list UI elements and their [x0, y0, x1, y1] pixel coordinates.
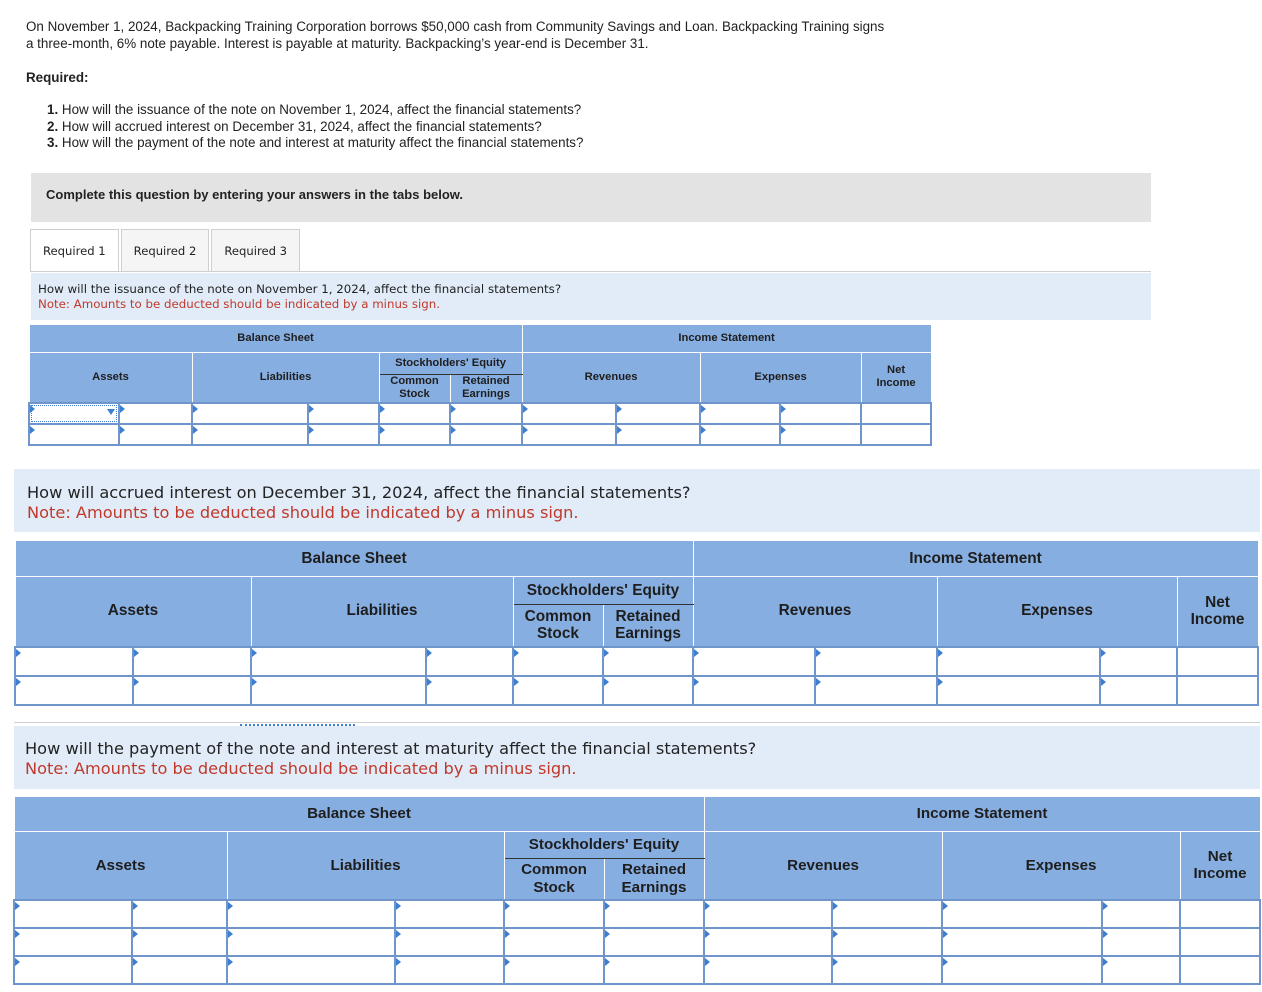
question-item-1: 1. How will the issuance of the note on November 1, 2024, affect the financial statements?	[47, 102, 582, 117]
table-row	[29, 403, 931, 424]
expenses-header: Expenses	[700, 353, 861, 403]
tab-required-1[interactable]: Required 1	[30, 229, 119, 272]
table-row	[14, 928, 1260, 956]
net-income-header: Net Income	[861, 353, 931, 403]
account-select[interactable]	[704, 900, 832, 928]
amount-input[interactable]	[832, 956, 942, 984]
amount-input[interactable]	[426, 676, 513, 705]
amount-input[interactable]	[616, 424, 700, 445]
retained-earnings-header: Retained Earnings	[603, 605, 693, 647]
amount-input[interactable]	[815, 647, 937, 676]
income-statement-header: Income Statement	[522, 325, 931, 353]
net-income-header: Net Income	[1180, 832, 1260, 900]
account-select[interactable]	[15, 676, 133, 705]
account-select[interactable]	[942, 900, 1102, 928]
question-panel-3	[14, 726, 1260, 789]
tab-required-2[interactable]: Required 2	[121, 229, 210, 272]
stockholders-equity-header: Stockholders' Equity	[379, 353, 522, 375]
account-select[interactable]	[29, 424, 119, 445]
effects-table-required-1	[28, 324, 932, 446]
tab-divider	[30, 271, 1151, 272]
chevron-down-icon	[107, 409, 115, 415]
effects-table-required-2	[14, 540, 1259, 706]
amount-input[interactable]	[395, 956, 504, 984]
assets-header: Assets	[29, 353, 192, 403]
account-select[interactable]	[14, 900, 132, 928]
amount-input[interactable]	[133, 676, 251, 705]
amount-input[interactable]	[1180, 900, 1260, 928]
retained-earnings-header: Retained Earnings	[450, 375, 522, 403]
account-select[interactable]	[937, 647, 1100, 676]
amount-input[interactable]	[1177, 647, 1258, 676]
amount-input[interactable]	[119, 403, 192, 424]
account-select[interactable]	[942, 956, 1102, 984]
amount-input[interactable]	[603, 647, 693, 676]
account-select[interactable]	[937, 676, 1100, 705]
table-row	[14, 956, 1260, 984]
expenses-header: Expenses	[942, 832, 1180, 900]
table-row	[15, 676, 1258, 705]
account-select[interactable]	[704, 956, 832, 984]
stockholders-equity-header: Stockholders' Equity	[504, 832, 704, 859]
amount-input[interactable]	[513, 676, 603, 705]
account-select[interactable]	[192, 424, 308, 445]
common-stock-header: Common Stock	[504, 859, 604, 900]
amount-input[interactable]	[504, 928, 604, 956]
account-select[interactable]	[251, 647, 426, 676]
amount-input[interactable]	[1180, 956, 1260, 984]
amount-input[interactable]	[1102, 900, 1180, 928]
table-row	[14, 900, 1260, 928]
question-item-2: 2. How will accrued interest on December 31, 2024, affect the financial statements?	[47, 118, 542, 134]
amount-input[interactable]	[1177, 676, 1258, 705]
instruction-banner: Complete this question by entering your answers in the tabs below.	[31, 173, 1151, 222]
amount-input[interactable]	[426, 647, 513, 676]
common-stock-header: Common Stock	[379, 375, 450, 403]
amount-input[interactable]	[395, 900, 504, 928]
assets-header: Assets	[15, 577, 251, 647]
account-select[interactable]	[227, 928, 395, 956]
panel-note: Note: Amounts to be deducted should be indicated by a minus sign.	[25, 759, 577, 778]
account-select[interactable]	[693, 676, 815, 705]
amount-input[interactable]	[1102, 928, 1180, 956]
net-income-header: Net Income	[1177, 577, 1258, 647]
account-select[interactable]	[942, 928, 1102, 956]
revenues-header: Revenues	[522, 353, 700, 403]
amount-input[interactable]	[604, 956, 704, 984]
amount-input[interactable]	[308, 403, 379, 424]
account-select[interactable]	[522, 403, 616, 424]
amount-input[interactable]	[119, 424, 192, 445]
amount-input[interactable]	[379, 424, 450, 445]
amount-input[interactable]	[1102, 956, 1180, 984]
retained-earnings-header: Retained Earnings	[604, 859, 704, 900]
amount-input[interactable]	[513, 647, 603, 676]
account-select[interactable]	[704, 928, 832, 956]
amount-input[interactable]	[1100, 647, 1177, 676]
amount-input[interactable]	[450, 424, 522, 445]
table-row	[15, 647, 1258, 676]
panel-note: Note: Amounts to be deducted should be indicated by a minus sign.	[27, 503, 579, 522]
account-select[interactable]	[192, 403, 308, 424]
account-select[interactable]	[251, 676, 426, 705]
amount-input[interactable]	[603, 676, 693, 705]
liabilities-header: Liabilities	[192, 353, 379, 403]
tab-required-3[interactable]: Required 3	[211, 229, 300, 272]
account-select[interactable]	[700, 424, 780, 445]
revenues-header: Revenues	[693, 577, 937, 647]
account-select[interactable]	[15, 647, 133, 676]
amount-input[interactable]	[379, 403, 450, 424]
common-stock-header: Common Stock	[513, 605, 603, 647]
panel-question: How will the issuance of the note on November 1, 2024, affect the financial statements?	[38, 282, 562, 296]
panel-note: Note: Amounts to be deducted should be indicated by a minus sign.	[38, 297, 440, 311]
balance-sheet-header: Balance Sheet	[14, 797, 704, 832]
amount-input[interactable]	[861, 403, 931, 424]
amount-input[interactable]	[832, 928, 942, 956]
revenues-header: Revenues	[704, 832, 942, 900]
effects-table-required-3	[13, 796, 1261, 985]
liabilities-header: Liabilities	[227, 832, 504, 900]
amount-input[interactable]	[132, 928, 227, 956]
amount-input[interactable]	[604, 900, 704, 928]
amount-input[interactable]	[780, 403, 861, 424]
amount-input[interactable]	[1100, 676, 1177, 705]
question-panel-1	[31, 273, 1151, 320]
amount-input[interactable]	[1180, 928, 1260, 956]
income-statement-header: Income Statement	[704, 797, 1260, 832]
account-select[interactable]	[227, 900, 395, 928]
account-select[interactable]	[14, 928, 132, 956]
tab-bar	[30, 229, 302, 272]
amount-input[interactable]	[308, 424, 379, 445]
section-divider	[14, 722, 1260, 723]
required-questions-list	[47, 102, 583, 152]
expenses-header: Expenses	[937, 577, 1177, 647]
amount-input[interactable]	[504, 900, 604, 928]
amount-input[interactable]	[133, 647, 251, 676]
panel-question: How will the payment of the note and interest at maturity affect the financial statements?	[25, 739, 757, 758]
liabilities-header: Liabilities	[251, 577, 513, 647]
amount-input[interactable]	[815, 676, 937, 705]
account-select[interactable]	[14, 956, 132, 984]
balance-sheet-header: Balance Sheet	[15, 541, 693, 577]
amount-input[interactable]	[504, 956, 604, 984]
assets-header: Assets	[14, 832, 227, 900]
amount-input[interactable]	[861, 424, 931, 445]
amount-input[interactable]	[450, 403, 522, 424]
panel-question: How will accrued interest on December 31, 2024, affect the financial statements?	[27, 483, 691, 502]
stockholders-equity-header: Stockholders' Equity	[513, 577, 693, 605]
amount-input[interactable]	[395, 928, 504, 956]
account-select[interactable]	[29, 403, 119, 424]
income-statement-header: Income Statement	[693, 541, 1258, 577]
balance-sheet-header: Balance Sheet	[29, 325, 522, 353]
amount-input[interactable]	[832, 900, 942, 928]
question-panel-2	[14, 469, 1260, 532]
required-heading: Required:	[26, 70, 89, 85]
account-select[interactable]	[522, 424, 616, 445]
amount-input[interactable]	[780, 424, 861, 445]
amount-input[interactable]	[616, 403, 700, 424]
account-select[interactable]	[700, 403, 780, 424]
problem-intro: On November 1, 2024, Backpacking Training Corporation borrows $50,000 cash from Community Savings and Loan. Backpacking Training signs a three-month, 6% note payable. Interest is payable at maturity. Backpacking’s year-end is December 31.	[26, 19, 885, 51]
amount-input[interactable]	[132, 956, 227, 984]
account-select[interactable]	[227, 956, 395, 984]
amount-input[interactable]	[132, 900, 227, 928]
amount-input[interactable]	[604, 928, 704, 956]
table-row	[29, 424, 931, 445]
question-item-3: 3. How will the payment of the note and interest at maturity affect the financial statements?	[47, 135, 584, 151]
account-select[interactable]	[693, 647, 815, 676]
